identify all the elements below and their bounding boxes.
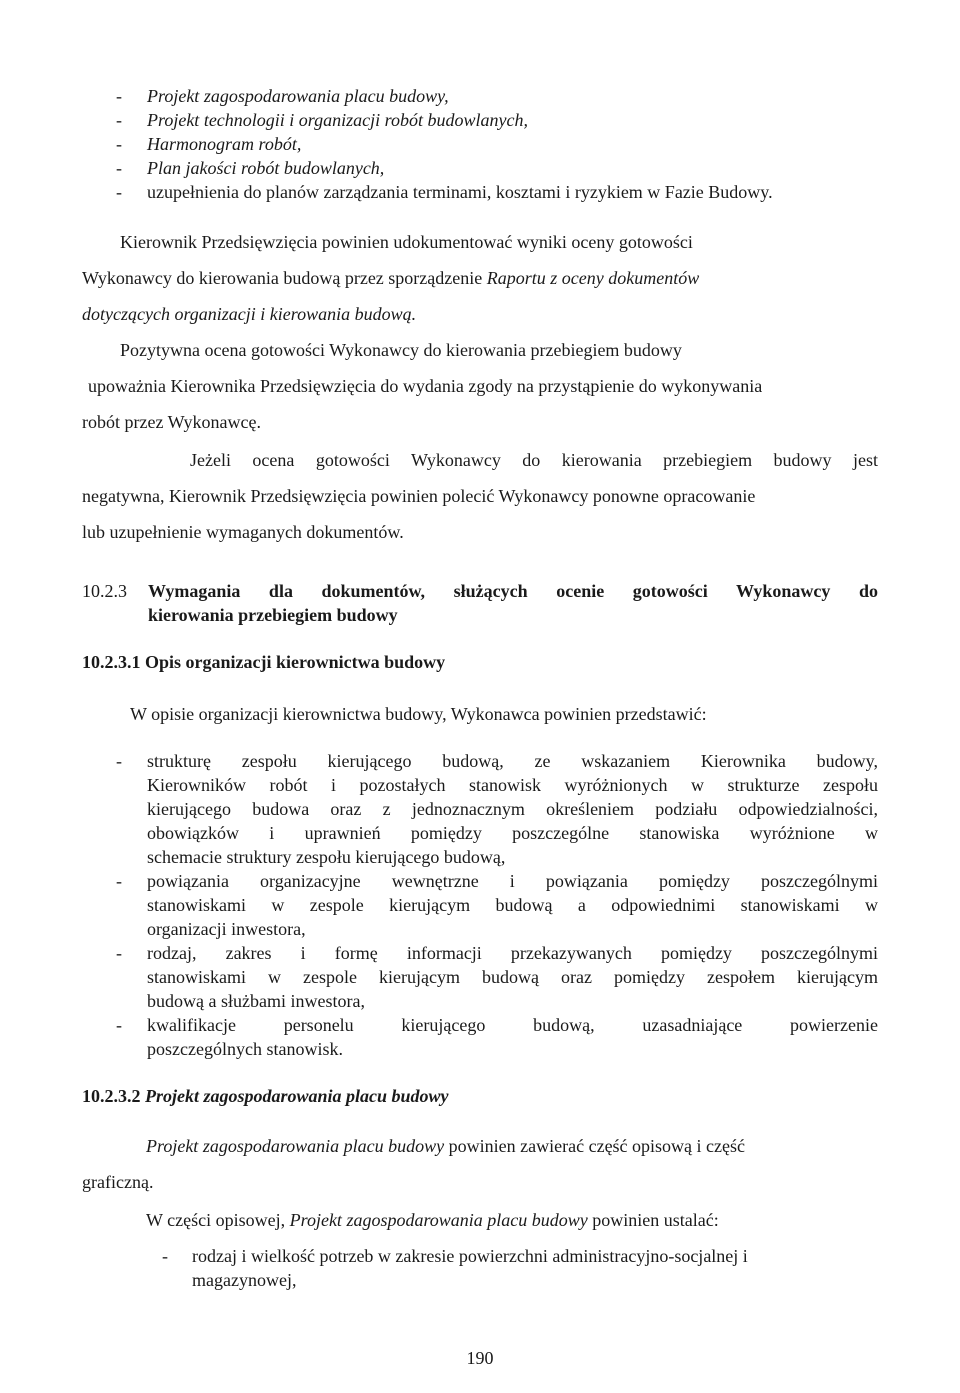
list-item: Projekt technologii i organizacji robót budowlanych,: [147, 110, 528, 130]
list-bullet: -: [116, 158, 122, 178]
list-bullet: -: [116, 751, 122, 771]
list-bullet: -: [116, 182, 122, 202]
list-item: strukturę zespołu kierującego budową, ze wskazaniem Kierownika budowy,: [147, 751, 878, 771]
page-number: 190: [466, 1348, 494, 1368]
text-run: powinien ustalać:: [587, 1210, 719, 1230]
list-bullet: -: [116, 943, 122, 963]
paragraph-line: upoważnia Kierownika Przedsięwzięcia do wydania zgody na przystąpienie do wykonywania: [88, 376, 763, 396]
paragraph-line: [82, 268, 699, 289]
section-title: Projekt zagospodarowania placu budowy: [145, 1086, 449, 1106]
list-item-line: Kierowników robót i pozostałych stanowisk wyróżnionych w strukturze zespołu: [147, 775, 878, 795]
list-item: rodzaj, zakres i formę informacji przekazywanych pomiędzy poszczególnymi: [147, 943, 878, 963]
paragraph-line: Jeżeli ocena gotowości Wykonawcy do kierowania przebiegiem budowy jest: [190, 450, 878, 470]
section-title: Wymagania dla dokumentów, służących ocenie gotowości Wykonawcy do: [148, 581, 878, 601]
list-item: Harmonogram robót,: [147, 134, 302, 154]
text-run: Wykonawcy do kierowania budową przez sporządzenie: [82, 268, 487, 288]
document-title: Projekt zagospodarowania placu budowy: [289, 1210, 588, 1230]
section-heading-10-2-3-2: [82, 1086, 449, 1107]
paragraph-line: robót przez Wykonawcę.: [82, 412, 262, 432]
list-item-line: kierującego budowa oraz z jednoznacznym określeniem podziału odpowiedzialności,: [147, 799, 878, 819]
list-item: powiązania organizacyjne wewnętrzne i powiązania pomiędzy poszczególnymi: [147, 871, 878, 891]
section-title-cont: kierowania przebiegiem budowy: [148, 605, 398, 625]
list-bullet: -: [116, 134, 122, 154]
section-number: 10.2.3.1: [82, 652, 141, 672]
list-item-line: stanowiskami w zespole kierującym budową oraz pomiędzy zespołem kierującym: [147, 967, 878, 987]
list-item: Plan jakości robót budowlanych,: [147, 158, 385, 178]
document-title: Projekt zagospodarowania placu budowy: [146, 1136, 445, 1156]
list-item-line: schemacie struktury zespołu kierującego budową,: [147, 847, 506, 867]
list-item-line: poszczególnych stanowisk.: [147, 1039, 343, 1059]
report-title: Raportu z oceny dokumentów: [486, 268, 700, 288]
paragraph-line: [146, 1136, 745, 1157]
section-intro: W opisie organizacji kierownictwa budowy, Wykonawca powinien przedstawić:: [130, 704, 707, 724]
list-item: uzupełnienia do planów zarządzania terminami, kosztami i ryzykiem w Fazie Budowy.: [147, 182, 773, 202]
list-bullet: -: [116, 1015, 122, 1035]
list-item-line: magazynowej,: [192, 1270, 297, 1290]
section-number: 10.2.3.2: [82, 1086, 141, 1106]
list-item-line: stanowiskami w zespole kierującym budową a odpowiednimi stanowiskami w: [147, 895, 878, 915]
section-title: Opis organizacji kierownictwa budowy: [145, 652, 446, 672]
paragraph-line: Pozytywna ocena gotowości Wykonawcy do kierowania przebiegiem budowy: [120, 340, 682, 360]
paragraph-descriptive: [146, 1210, 719, 1231]
section-heading-10-2-3-1: [82, 652, 445, 673]
paragraph-line: graficzną.: [82, 1172, 154, 1192]
list-bullet: -: [116, 110, 122, 130]
list-item-line: obowiązków i uprawnień pomiędzy poszczególne stanowiska wyróżnione w: [147, 823, 878, 843]
text-run: powinien zawierać część opisową i część: [444, 1136, 746, 1156]
paragraph-line: Kierownik Przedsięwzięcia powinien udokumentować wyniki oceny gotowości: [120, 232, 693, 252]
list-item: kwalifikacje personelu kierującego budową, uzasadniające powierzenie: [147, 1015, 878, 1035]
list-bullet: -: [162, 1246, 168, 1266]
list-bullet: -: [116, 871, 122, 891]
list-item-line: organizacji inwestora,: [147, 919, 306, 939]
list-item: Projekt zagospodarowania placu budowy,: [147, 86, 449, 106]
list-bullet: -: [116, 86, 122, 106]
list-item: rodzaj i wielkość potrzeb w zakresie powierzchni administracyjno-socjalnej i: [192, 1246, 748, 1266]
list-item-line: budową a służbami inwestora,: [147, 991, 365, 1011]
paragraph-line: lub uzupełnienie wymaganych dokumentów.: [82, 522, 404, 542]
text-run: W części opisowej,: [146, 1210, 290, 1230]
paragraph-line: dotyczących organizacji i kierowania budową.: [82, 304, 417, 324]
section-number: 10.2.3: [82, 581, 127, 601]
paragraph-line: negatywna, Kierownik Przedsięwzięcia powinien polecić Wykonawcy ponowne opracowanie: [82, 486, 756, 506]
